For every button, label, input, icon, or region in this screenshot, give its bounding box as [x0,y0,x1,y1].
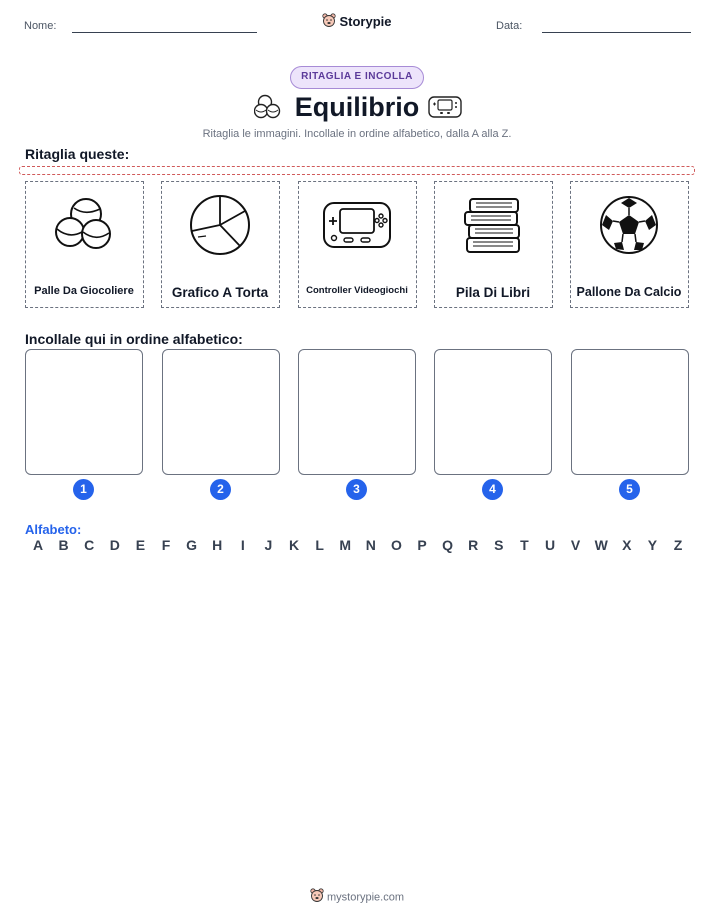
title-row [0,92,714,126]
alphabet-letter: Z [673,537,683,553]
alphabet-letter: X [622,537,632,553]
name-label: Nome: [24,20,57,32]
number-badge: 2 [210,479,231,500]
paste-box-4[interactable] [434,349,552,475]
alphabet-letter: T [520,537,529,553]
footer-url: mystorypie.com [326,891,405,904]
alphabet-letter: W [594,537,608,553]
alphabet-letter: F [161,537,171,553]
book-stack-icon [435,190,551,260]
paste-box-1[interactable] [25,349,143,475]
number-badge: 3 [346,479,367,500]
cut-heading: Ritaglia queste: [25,146,130,162]
cut-card-2[interactable] [161,181,280,308]
alphabet-letter: L [315,537,324,553]
alphabet-letter: U [544,537,556,553]
alphabet-heading: Alfabeto: [25,522,82,537]
juggling-balls-icon [254,94,282,125]
footer [0,888,714,907]
activity-badge: RITAGLIA E INCOLLA [290,66,424,89]
card-label: Controller Videogiochi [306,285,408,296]
instructions: Ritaglia le immagini. Incollale in ordine alfabetico, dalla A alla Z. [202,128,512,140]
page-title: Equilibrio [294,92,420,122]
alphabet-letter: A [32,537,44,553]
card-label: Pila Di Libri [455,285,531,300]
alphabet-letter: V [570,537,581,553]
game-controller-icon [299,190,415,260]
card-label: Palle Da Giocoliere [34,285,134,297]
cut-card-3[interactable] [298,181,417,308]
alphabet-letter: J [264,537,273,553]
alphabet-letter: B [58,537,69,553]
alphabet-letter: E [135,537,146,553]
alphabet-letter: Y [647,537,658,553]
number-badge: 1 [73,479,94,500]
number-badge: 5 [619,479,640,500]
alphabet-letter: K [288,537,300,553]
alphabet-letter: C [84,537,95,553]
cut-card-4[interactable] [434,181,553,308]
bear-logo-icon [310,888,324,907]
paste-box-2[interactable] [162,349,280,475]
card-label: Grafico A Torta [171,285,269,300]
pie-chart-icon [162,190,278,260]
date-label: Data: [496,20,523,32]
alphabet-letter: N [365,537,376,553]
game-controller-icon [428,96,462,123]
juggling-balls-icon [26,190,142,260]
alphabet-letter: P [417,537,427,553]
brand-logo [0,13,714,32]
bear-logo-icon [322,13,336,32]
cut-line [19,166,695,175]
date-line[interactable] [542,32,691,33]
alphabet-letter: R [468,537,479,553]
cut-card-1[interactable] [25,181,144,308]
paste-heading: Incollale qui in ordine alfabetico: [25,331,243,347]
alphabet-letter: H [212,537,223,553]
alphabet-letter: Q [442,537,454,553]
alphabet-letter: M [339,537,352,553]
paste-box-5[interactable] [571,349,689,475]
cut-card-5[interactable] [570,181,689,308]
alphabet-letter: S [494,537,504,553]
name-line[interactable] [72,32,257,33]
soccer-ball-icon [571,190,687,260]
alphabet-letter: G [186,537,198,553]
brand-name: Storypie [339,13,392,29]
alphabet-letter: I [240,537,245,553]
alphabet-letter: D [109,537,120,553]
number-badge: 4 [482,479,503,500]
alphabet-row [25,537,689,555]
alphabet-letter: O [390,537,402,553]
card-label: Pallone Da Calcio [576,285,682,299]
paste-box-3[interactable] [298,349,416,475]
